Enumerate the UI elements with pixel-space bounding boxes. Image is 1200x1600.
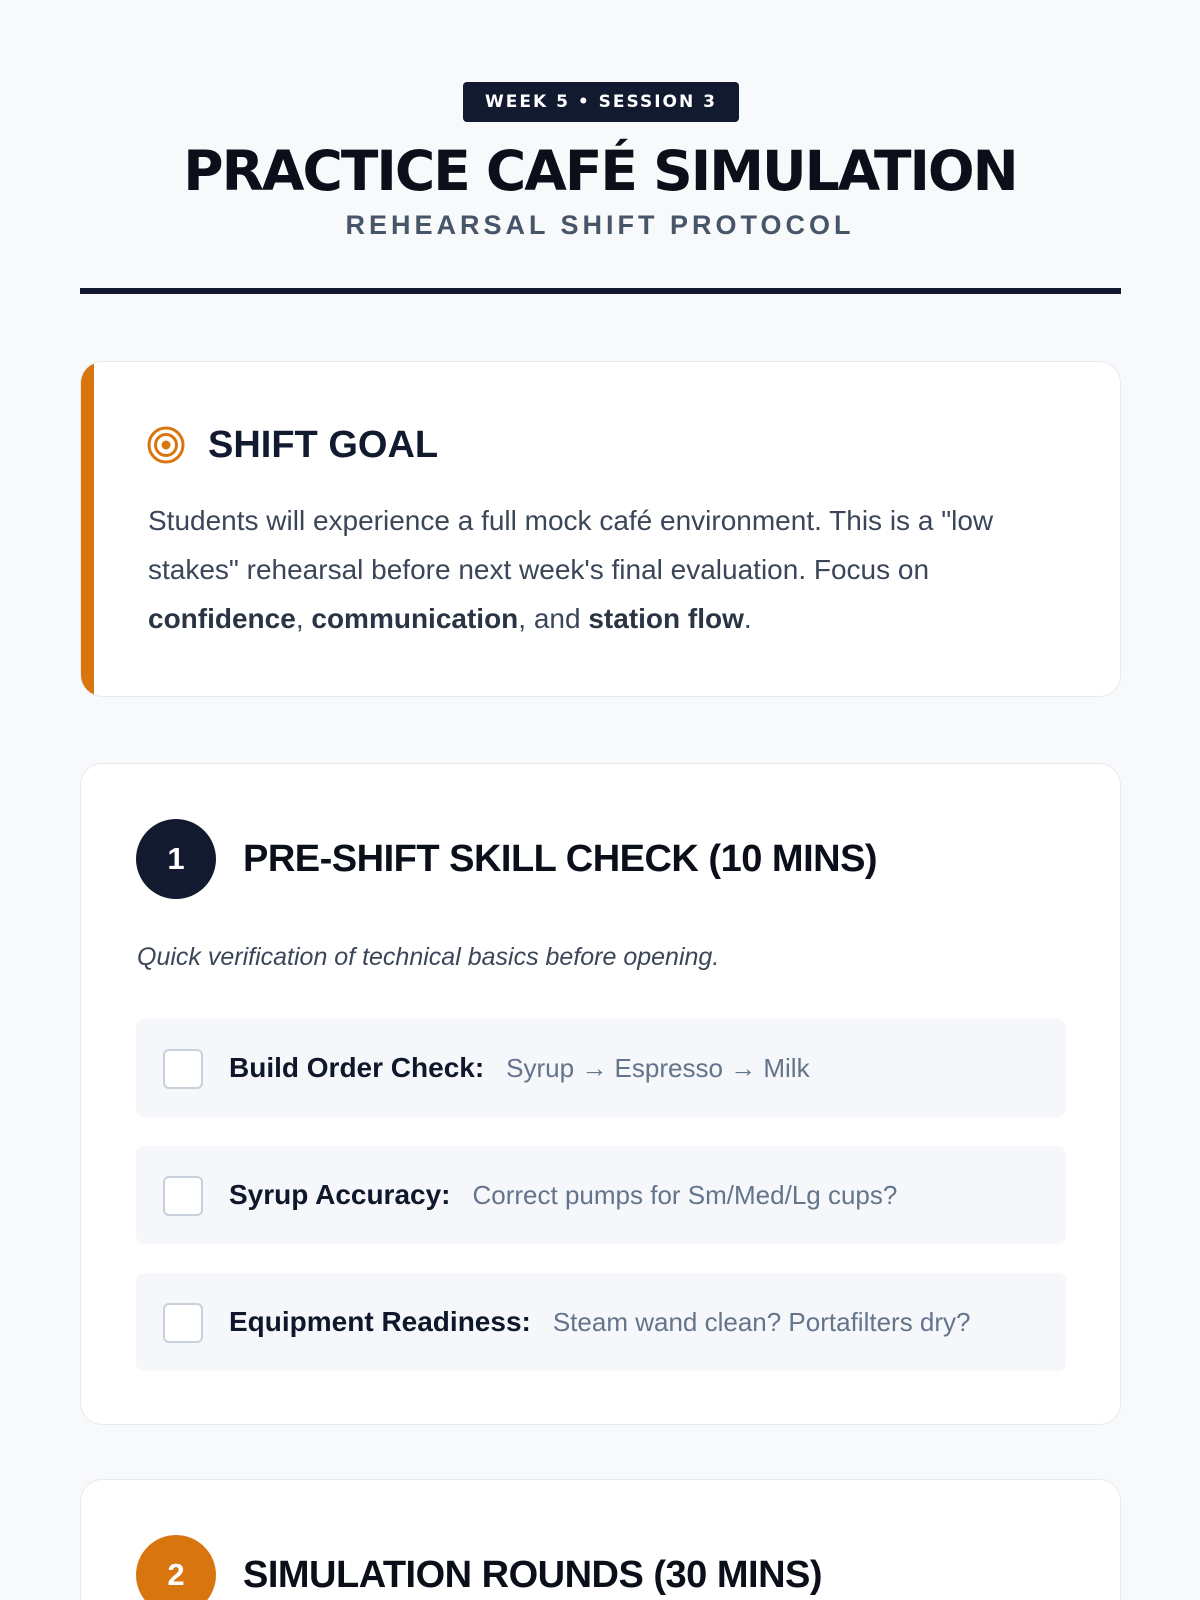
checklist-item-text (229, 1047, 810, 1094)
checklist-item-detail: Correct pumps for Sm/Med/Lg cups? (472, 1180, 898, 1210)
section-title: PRE-SHIFT SKILL CHECK (10 MINS) (243, 838, 878, 880)
page-subtitle: REHEARSAL SHIFT PROTOCOL (345, 210, 855, 240)
goal-end-punctuation: . (743, 603, 752, 634)
checkbox[interactable] (163, 1176, 203, 1216)
checklist-item-detail: Steam wand clean? Portafilters dry? (552, 1307, 971, 1337)
section-title: SIMULATION ROUNDS (30 MINS) (243, 1554, 823, 1596)
goal-separator: , (295, 603, 312, 634)
goal-description (148, 496, 1088, 643)
step-number-badge: 1 (136, 819, 216, 899)
target-icon (147, 426, 185, 464)
week-session-badge: WEEK 5 • SESSION 3 (463, 82, 739, 122)
section-pre-shift-skill-check (80, 763, 1121, 1425)
goal-focus-confidence: confidence (148, 603, 296, 634)
section-description: Quick verification of technical basics before opening. (137, 943, 720, 971)
goal-focus-communication: communication (311, 603, 519, 634)
shift-goal-card (80, 361, 1121, 697)
checklist-item-syrup-accuracy (136, 1146, 1066, 1244)
checklist-item-label: Build Order Check: (229, 1052, 485, 1083)
page-title: PRACTICE CAFÉ SIMULATION (183, 139, 1017, 203)
checkbox[interactable] (163, 1303, 203, 1343)
checklist-item-text (229, 1301, 971, 1348)
goal-separator: , and (518, 603, 589, 634)
goal-title: SHIFT GOAL (208, 424, 439, 466)
checklist-item-build-order (136, 1019, 1066, 1117)
checkbox[interactable] (163, 1049, 203, 1089)
goal-intro-text: Students will experience a full mock café environment. This is a "low stakes" rehearsal before next week's final evaluation. Focus on (148, 505, 994, 585)
checklist-item-label: Syrup Accuracy: (229, 1179, 451, 1210)
checklist-item-text (229, 1174, 897, 1221)
goal-accent-bar (81, 362, 94, 696)
checklist-item-label: Equipment Readiness: (229, 1306, 531, 1337)
section-simulation-rounds (80, 1479, 1121, 1600)
header-divider (80, 288, 1121, 294)
goal-focus-station-flow: station flow (588, 603, 744, 634)
checklist-item-detail: Syrup → Espresso → Milk (506, 1053, 810, 1083)
checklist-item-equipment-readiness (136, 1273, 1066, 1371)
step-number-badge: 2 (136, 1535, 216, 1600)
